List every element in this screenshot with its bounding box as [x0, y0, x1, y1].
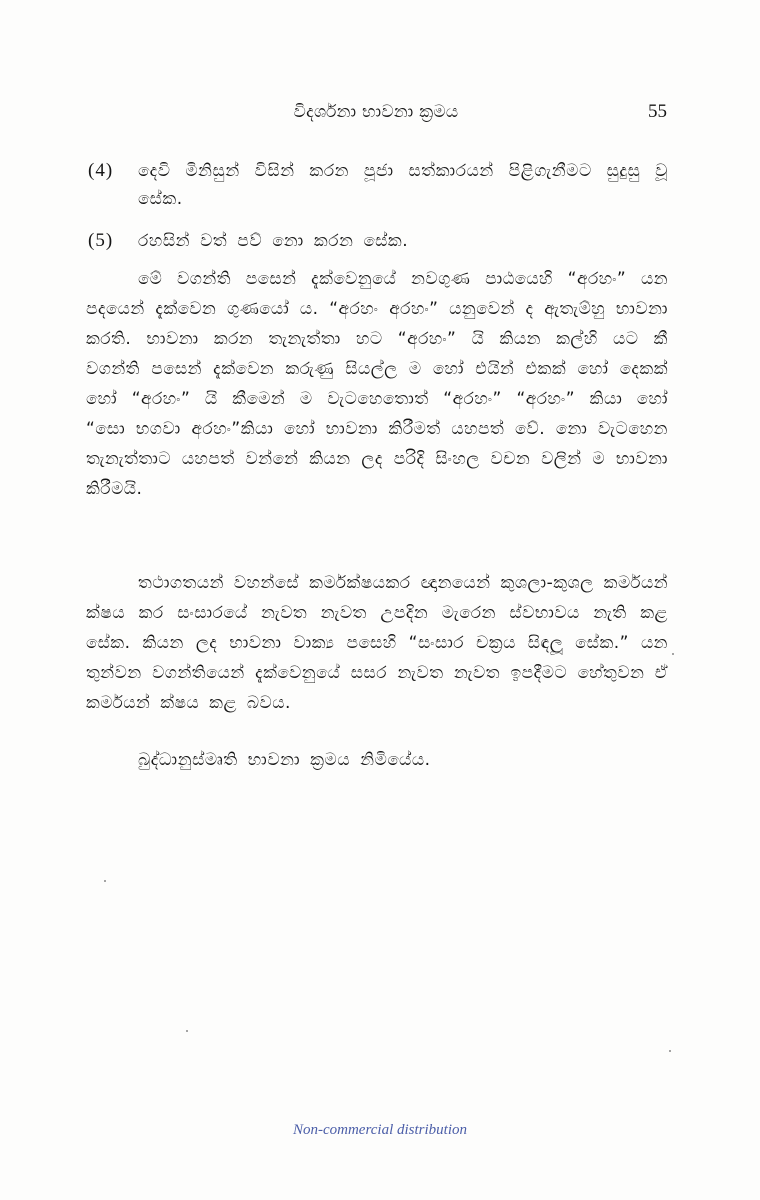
closing-line: බුද්ධානුස්මෘති භාවනා ක්‍රමය නිමියේය. [138, 750, 431, 770]
item-number: (5) [88, 230, 114, 251]
item-number: (4) [88, 160, 114, 181]
item-text: රහසින් වත් පව් නො කරන සේක. [138, 231, 409, 251]
scan-speck [104, 880, 106, 882]
footer-note: Non-commercial distribution [292, 1122, 468, 1138]
numbered-item [88, 157, 668, 213]
scan-speck [186, 1030, 188, 1032]
item-text: දෙවි මිනිසුන් විසින් කරන පූජා සත්කාරයන් පිළිගැනීමට සුදුසු වූ සේක. [138, 161, 668, 209]
running-title: විදර්ශනා භාවනා ක්‍රමය [293, 102, 459, 122]
numbered-item [88, 227, 668, 255]
body-paragraph: මේ වගන්ති පසෙන් දැක්වෙනුයේ නවගුණ පාඨයෙහි “අරහං” යන පදයෙන් දැක්වෙන ගුණයෝ ය. “අරහං අරහං” යනුවෙන් ද ඇතැම්හු භාවනා කරති. භාවනා කරන තැනැත්තා හට “අරහං” යි කියන කල්හි යට කී වගන්ති පසෙන් දැක්වෙන කරුණු සියල්ල ම හෝ එයින් එකක් හෝ දෙකක් හෝ “අරහං” යි කීමෙන් ම වැටහෙතොත් “අරහං” “අරහං” කියා හෝ “සො භගවා අරහං”කියා හෝ භාවනා කිරීමත් යහපත් වේ. නො වැටහෙන තැනැත්තාට යහපත් වන්නේ කියන ලද පරිදි සිංහල වචන වලින් ම භාවනා කිරීමයි. [86, 269, 668, 499]
scan-speck [669, 1050, 671, 1052]
scan-speck [672, 653, 674, 655]
page-number: 55 [648, 101, 667, 122]
body-paragraph: තථාගතයන් වහන්සේ කර්මක්ෂයකර ඥානයෙන් කුශලා-කුශල කර්මයන් ක්ෂය කර සංසාරයේ නැවත නැවත උපදින මැරෙන ස්වභාවය නැති කළ සේක. කියන ලද භාවනා වාක්‍ය පසෙහි “සංසාර චක්‍රය සිඳලූ සේක.” යන තුන්වන වගන්තියෙන් දැක්වෙනුයේ සසර නැවත නැවත ඉපදීමට හේතුවන ඒ කර්මයන් ක්ෂය කළ බවය. [86, 573, 668, 713]
running-header [85, 99, 667, 125]
